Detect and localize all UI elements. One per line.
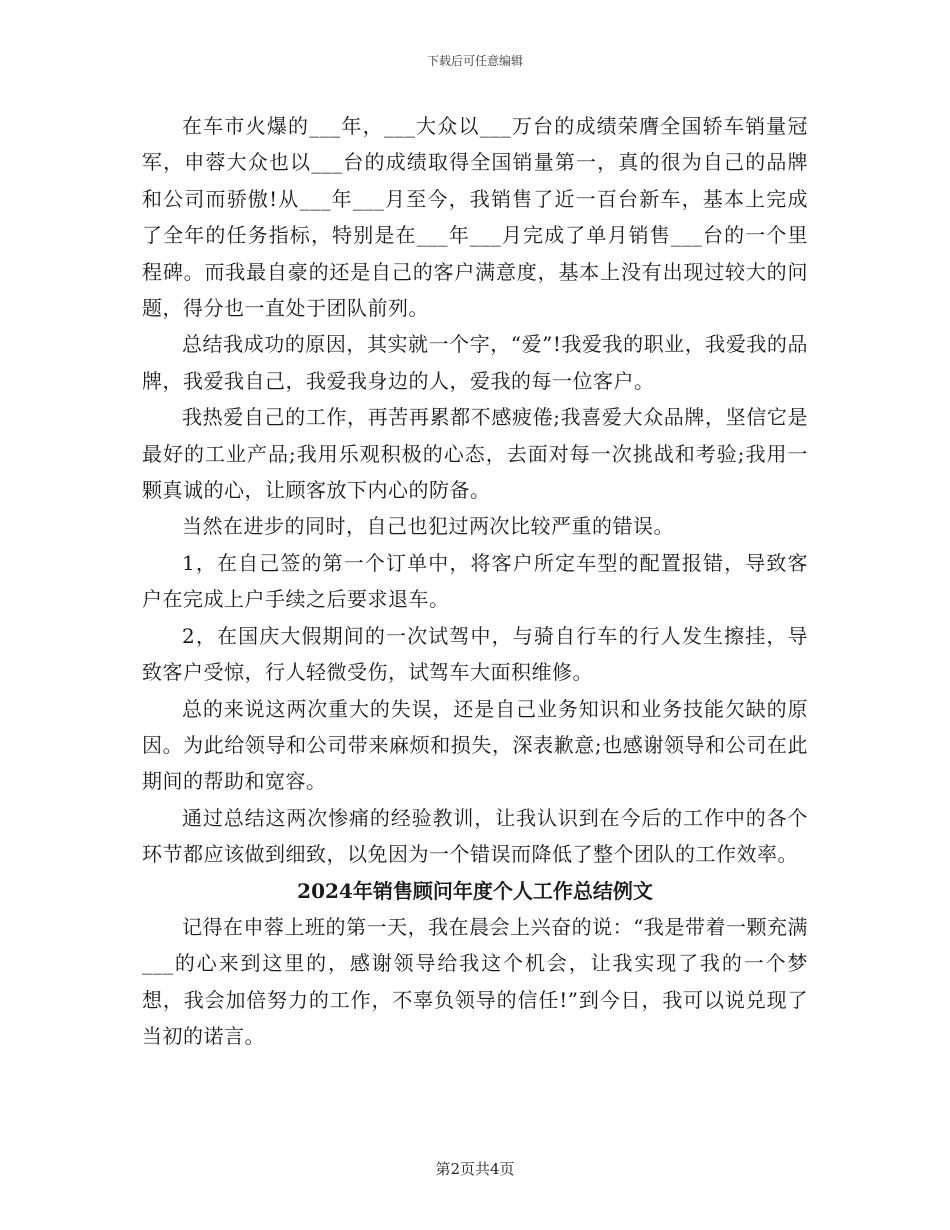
paragraph: 2，在国庆大假期间的一次试驾中，与骑自行车的行人发生擦挂，导致客户受惊，行人轻微受伤，试驾车大面积维修。 (142, 623, 808, 685)
paragraph: 当然在进步的同时，自己也犯过两次比较严重的错误。 (182, 514, 674, 539)
paragraph: 在车市火爆的___年，___大众以___万台的成绩荣膺全国轿车销量冠军，申蓉大众也以___台的成绩取得全国销量第一，真的很为自己的品牌和公司而骄傲!从___年___月至今，我销售了近一百台新车，基本上完成了全年的任务指标，特别是在___年___月完成了单月销售___台的一个里程碑。而我最自豪的还是自己的客户满意度，基本上没有出现过较大的问题，得分也一直处于团队前列。 (142, 114, 808, 321)
section-title: 2024年销售顾问年度个人工作总结例文 (297, 878, 653, 903)
page-footer: 第2页共4页 (435, 1160, 515, 1178)
paragraph: 通过总结这两次惨痛的经验教训，让我认识到在今后的工作中的各个环节都应该做到细致，以免因为一个错误而降低了整个团队的工作效率。 (142, 805, 808, 867)
paragraph: 我热爱自己的工作，再苦再累都不感疲倦;我喜爱大众品牌，坚信它是最好的工业产品;我用乐观积极的心态，去面对每一次挑战和考验;我用一颗真诚的心，让顾客放下内心的防备。 (142, 405, 808, 503)
paragraph: 总的来说这两次重大的失误，还是自己业务知识和业务技能欠缺的原因。为此给领导和公司带来麻烦和损失，深表歉意;也感谢领导和公司在此期间的帮助和宽容。 (142, 696, 808, 794)
paragraph: 记得在申蓉上班的第一天，我在晨会上兴奋的说：“我是带着一颗充满___的心来到这里的，感谢领导给我这个机会，让我实现了我的一个梦想，我会加倍努力的工作，不辜负领导的信任!”到今日，我可以说兑现了当初的诺言。 (142, 914, 808, 1049)
paragraph: 1，在自己签的第一个订单中，将客户所定车型的配置报错，导致客户在完成上户手续之后要求退车。 (142, 550, 808, 612)
document-body (142, 108, 808, 1055)
page-header: 下载后可任意编辑 (426, 54, 523, 68)
paragraph: 总结我成功的原因，其实就一个字，“爱”!我爱我的职业，我爱我的品牌，我爱我自己，我爱我身边的人，爱我的每一位客户。 (142, 332, 808, 393)
